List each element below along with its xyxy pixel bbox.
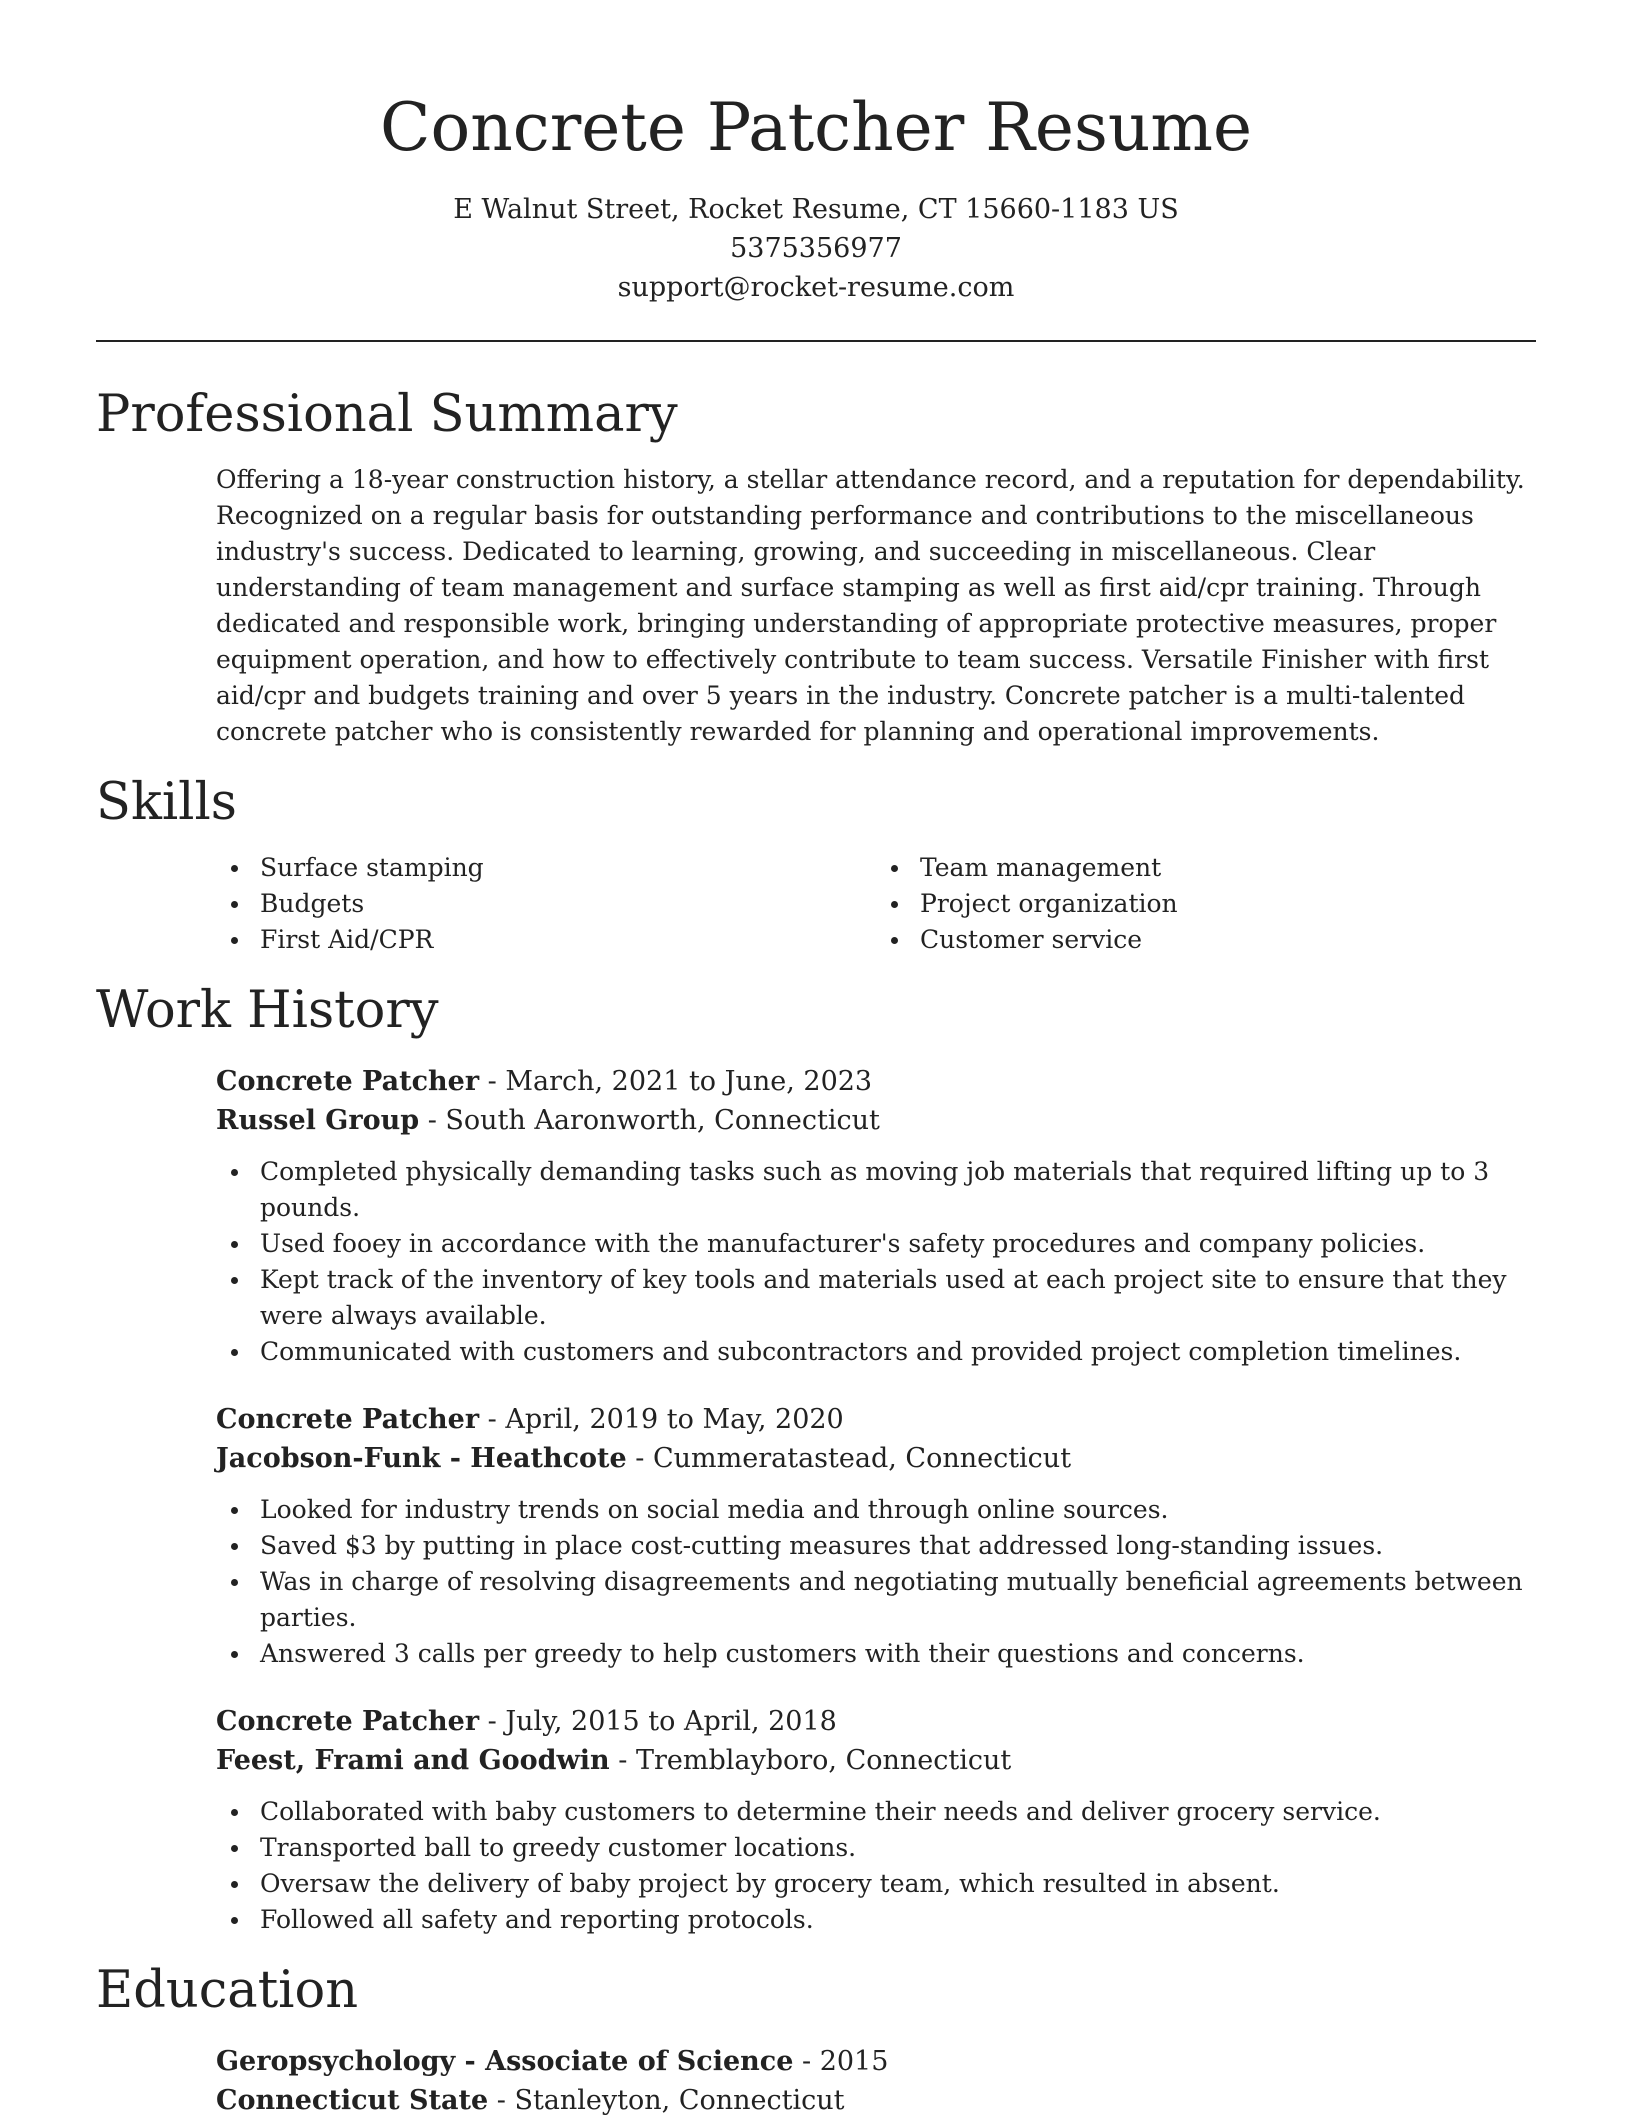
job-bullets	[96, 1154, 1536, 1370]
work-history-heading: Work History	[96, 981, 439, 1040]
job-dates: - April, 2019 to May, 2020	[479, 1404, 844, 1435]
education-degree: Geropsychology - Associate of Science	[216, 2046, 794, 2077]
header-divider	[96, 340, 1536, 342]
education-degree-line	[96, 2042, 1536, 2081]
skill-item: Budgets	[216, 886, 876, 922]
job-title: Concrete Patcher	[216, 1404, 480, 1435]
education-entry	[96, 2042, 1536, 2120]
summary-section	[96, 382, 1536, 750]
job-bullets	[96, 1492, 1536, 1672]
page-title: Concrete Patcher Resume	[379, 89, 1253, 166]
job-entry	[96, 1702, 1536, 1938]
job-dates: - July, 2015 to April, 2018	[479, 1706, 837, 1737]
work-history-section	[96, 978, 1536, 1938]
skill-item: Customer service	[876, 922, 1536, 958]
job-title: Concrete Patcher	[216, 1706, 480, 1737]
address-text: E Walnut Street, Rocket Resume, CT 15660-1183 US	[453, 194, 1179, 225]
job-bullet: Followed all safety and reporting protocols.	[216, 1902, 1536, 1938]
summary-text: Offering a 18-year construction history, a stellar attendance record, and a reputation for dependability. Recognized on a regular basis for outstanding performance and contributions to the miscellaneous industry's success. Dedicated to learning, growing, and succeeding in miscellaneous. Clear understanding of team management and surface stamping as well as first aid/cpr training. Through dedicated and responsible work, bringing understanding of appropriate protective measures, proper equipment operation, and how to effectively contribute to team success. Versatile Finisher with first aid/cpr and budgets training and over 5 years in the industry. Concrete patcher is a multi-talented concrete patcher who is consistently rewarded for planning and operational improvements.	[216, 465, 1525, 746]
job-location: - Cummeratastead, Connecticut	[626, 1443, 1072, 1474]
job-company: Russel Group	[216, 1105, 420, 1136]
job-entry	[96, 1062, 1536, 1370]
skill-item: Surface stamping	[216, 850, 876, 886]
job-location: - Tremblayboro, Connecticut	[609, 1745, 1012, 1776]
skill-item: Team management	[876, 850, 1536, 886]
job-bullet: Looked for industry trends on social media and through online sources.	[216, 1492, 1536, 1528]
job-bullets	[96, 1794, 1536, 1938]
job-bullet: Used fooey in accordance with the manufacturer's safety procedures and company policies.	[216, 1226, 1536, 1262]
job-bullet: Oversaw the delivery of baby project by grocery team, which resulted in absent.	[216, 1866, 1536, 1902]
job-company-line	[96, 1439, 1536, 1478]
job-company-line	[96, 1101, 1536, 1140]
job-bullet: Communicated with customers and subcontractors and provided project completion timelines.	[216, 1334, 1536, 1370]
job-company: Jacobson-Funk - Heathcote	[216, 1443, 627, 1474]
job-bullet: Completed physically demanding tasks such as moving job materials that required lifting up to 3 pounds.	[216, 1154, 1536, 1226]
job-bullet: Was in charge of resolving disagreements and negotiating mutually beneficial agreements between parties.	[216, 1564, 1536, 1636]
job-title: Concrete Patcher	[216, 1066, 480, 1097]
job-title-line	[96, 1062, 1536, 1101]
job-bullet: Answered 3 calls per greedy to help customers with their questions and concerns.	[216, 1636, 1536, 1672]
job-title-line	[96, 1400, 1536, 1439]
education-year: - 2015	[793, 2046, 889, 2077]
phone-text: 5375356977	[730, 233, 902, 264]
job-bullet: Kept track of the inventory of key tools and materials used at each project site to ensure that they were always available.	[216, 1262, 1536, 1334]
skill-item: First Aid/CPR	[216, 922, 876, 958]
education-section	[96, 1958, 1536, 2120]
email-text: support@rocket-resume.com	[617, 272, 1015, 303]
skills-list	[96, 850, 1536, 958]
job-bullet: Collaborated with baby customers to determine their needs and deliver grocery service.	[216, 1794, 1536, 1830]
summary-heading: Professional Summary	[96, 385, 678, 444]
skills-heading: Skills	[96, 773, 237, 832]
job-bullet: Transported ball to greedy customer locations.	[216, 1830, 1536, 1866]
job-location: - South Aaronworth, Connecticut	[419, 1105, 880, 1136]
contact-info	[96, 190, 1536, 307]
job-bullet: Saved $3 by putting in place cost-cutting measures that addressed long-standing issues.	[216, 1528, 1536, 1564]
education-school-line	[96, 2081, 1536, 2120]
job-company-line	[96, 1741, 1536, 1780]
job-title-line	[96, 1702, 1536, 1741]
education-location: - Stanleyton, Connecticut	[488, 2085, 845, 2116]
education-heading: Education	[96, 1961, 359, 2020]
job-company: Feest, Frami and Goodwin	[216, 1745, 610, 1776]
skill-item: Project organization	[876, 886, 1536, 922]
skills-section	[96, 770, 1536, 958]
education-school: Connecticut State	[216, 2085, 489, 2116]
job-dates: - March, 2021 to June, 2023	[479, 1066, 873, 1097]
job-entry	[96, 1400, 1536, 1672]
